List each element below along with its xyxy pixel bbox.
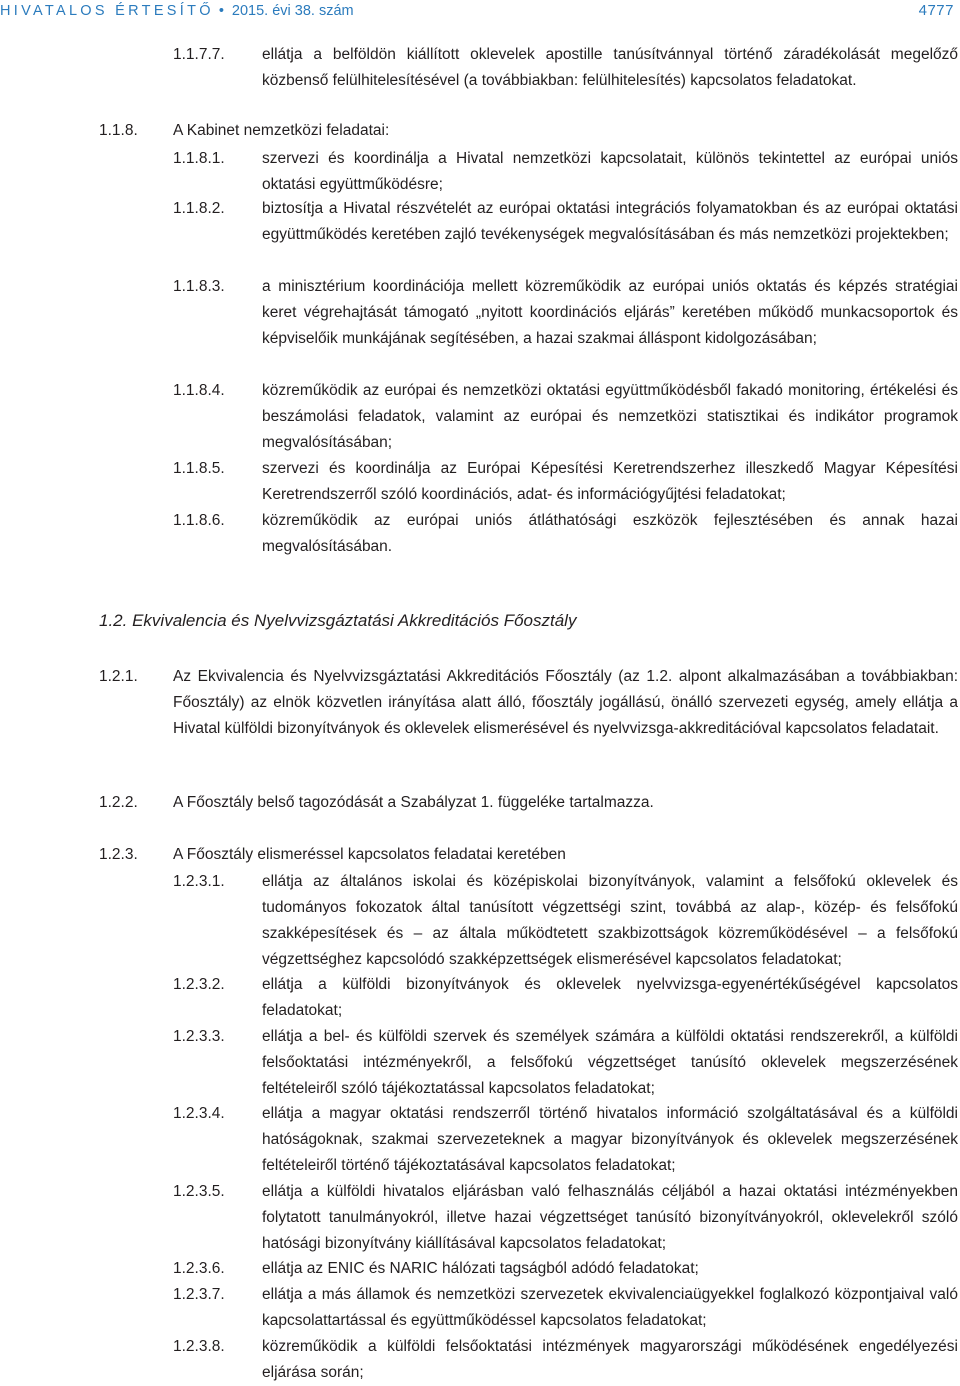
separator-bullet: • [218, 3, 224, 19]
item-text: ellátja a magyar oktatási rendszerről történő hivatalos információ szolgáltatásával és a külföldi hatóságoknak, szakmai szervezeteknek a magyar bizonyítványok és oklevelek megszerzésének feltételeiről történő tájékoztatásával kapcsolatos feladatokat; [262, 1105, 958, 1174]
item-text: szervezi és koordinálja az Európai Képesítési Keretrendszerhez illeszkedő Magyar Képesítési Keretrendszerről szóló koordinációs, adat- és információgyűjtési feladatokat; [262, 460, 958, 503]
item-number: 1.2.2. [99, 794, 138, 811]
item-text: ellátja az ENIC és NARIC hálózati tagságból adódó feladatokat; [262, 1260, 699, 1277]
item-text: ellátja a más államok és nemzetközi szervezetek ekvivalenciaügyekkel foglalkozó központjaival való kapcsolattartással és együttműködéssel kapcsolatos feladatokat; [262, 1286, 958, 1329]
item-text: A Főosztály elismeréssel kapcsolatos feladatai keretében [173, 846, 566, 863]
item-text: ellátja a külföldi hivatalos eljárásban való felhasználás céljából a hazai oktatási intézményekben folytatott tanulmányokról, illetve hazai végzettséget tanúsító bizonyítványokról, oklevelekről szóló hatósági bizonyítvány kiállításával kapcsolatos feladatokat; [262, 1183, 958, 1252]
journal-name [0, 0, 354, 24]
item-text: közreműködik a külföldi felsőoktatási intézmények magyarországi működésének engedélyezési eljárása során; [262, 1338, 958, 1381]
item-number: 1.1.7.7. [173, 46, 225, 63]
item-number: 1.2.3.2. [173, 976, 225, 993]
section-title: 1.2. Ekvivalencia és Nyelvvizsgáztatási Akkreditációs Főosztály [99, 611, 577, 630]
issue-label: 2015. évi 38. szám [231, 3, 354, 19]
item-number: 1.1.8.4. [173, 382, 225, 399]
item-text: ellátja az általános iskolai és középiskolai bizonyítványok, valamint a felsőfokú oklevelek és tudományos fokozatok által tanúsított végzettségi szint, továbbá az alap-, közép- és felsőfokú szakképesítések és – az általa működtetett szakbizottságok közreműködésével – a felsőfokú végzettséghez kapcsolódó szakképzettségek elismerésével kapcsolatos feladatokat; [262, 873, 958, 968]
item-number: 1.2.3. [99, 846, 138, 863]
item-number: 1.1.8.3. [173, 278, 225, 295]
item-number: 1.1.8. [99, 122, 138, 139]
item-text: Az Ekvivalencia és Nyelvvizsgáztatási Akkreditációs Főosztály (az 1.2. alpont alkalmazásában a továbbiakban: Főosztály) az elnök közvetlen irányítása alatt álló, főosztály jogállású, önálló szervezeti egység, amely ellátja a Hivatal külföldi bizonyítványok és oklevelek elismerésével és nyelvvizsga-akkreditációval kapcsolatos feladatait. [173, 668, 958, 737]
item-number: 1.2.3.1. [173, 873, 225, 890]
item-number: 1.1.8.1. [173, 150, 225, 167]
item-number: 1.2.3.5. [173, 1183, 225, 1200]
item-text: szervezi és koordinálja a Hivatal nemzetközi kapcsolatait, különös tekintettel az európai uniós oktatási együttműködésre; [262, 150, 958, 193]
item-text: a minisztérium koordinációja mellett közreműködik az európai uniós oktatás és képzés stratégiai keret végrehajtását támogató „nyitott koordinációs eljárás” keretében működő munkacsoportok és képviselőik munkájának segítésében, a hazai szakmai álláspont kidolgozásában; [262, 278, 958, 347]
item-number: 1.2.3.6. [173, 1260, 225, 1277]
item-number: 1.2.3.4. [173, 1105, 225, 1122]
item-number: 1.1.8.5. [173, 460, 225, 477]
item-text: közreműködik az európai uniós átláthatósági eszközök fejlesztésében és annak hazai megvalósításában. [262, 512, 958, 555]
item-text: biztosítja a Hivatal részvételét az európai oktatási integrációs folyamatokban és az európai oktatási együttműködés keretében zajló tevékenységek megvalósításában és más nemzetközi projektekben; [262, 200, 958, 243]
item-text: ellátja a bel- és külföldi szervek és személyek számára a külföldi oktatási rendszerekről, a külföldi felsőoktatási intézményekről, a felsőfokú végzettséget tanúsító oklevelek megszerzésének feltételeiről szóló tájékoztatással kapcsolatos feladatokat; [262, 1028, 958, 1097]
item-text: A Főosztály belső tagozódását a Szabályzat 1. függeléke tartalmazza. [173, 794, 654, 811]
journal-title: HIVATALOS ÉRTESÍTŐ [0, 3, 214, 19]
running-header [0, 0, 960, 24]
item-text: A Kabinet nemzetközi feladatai: [173, 122, 390, 139]
item-number: 1.2.3.7. [173, 1286, 225, 1303]
item-text: ellátja a külföldi bizonyítványok és oklevelek nyelvvizsga-egyenértékűségével kapcsolatos feladatokat; [262, 976, 958, 1019]
item-text: ellátja a belföldön kiállított oklevelek apostille tanúsítvánnyal történő záradékolását megelőző közbenső felülhitelesítésével (a továbbiakban: felülhitelesítés) kapcsolatos feladatokat. [262, 46, 958, 89]
item-number: 1.1.8.2. [173, 200, 225, 217]
item-text: közreműködik az európai és nemzetközi oktatási együttműködésből fakadó monitoring, értékelési és beszámolási feladatok, valamint az európai és nemzetközi statisztikai és indikátor programok megvalósításában; [262, 382, 958, 451]
item-number: 1.2.3.3. [173, 1028, 225, 1045]
item-number: 1.1.8.6. [173, 512, 225, 529]
page-number: 4777 [918, 2, 954, 19]
item-number: 1.2.1. [99, 668, 138, 685]
item-number: 1.2.3.8. [173, 1338, 225, 1355]
